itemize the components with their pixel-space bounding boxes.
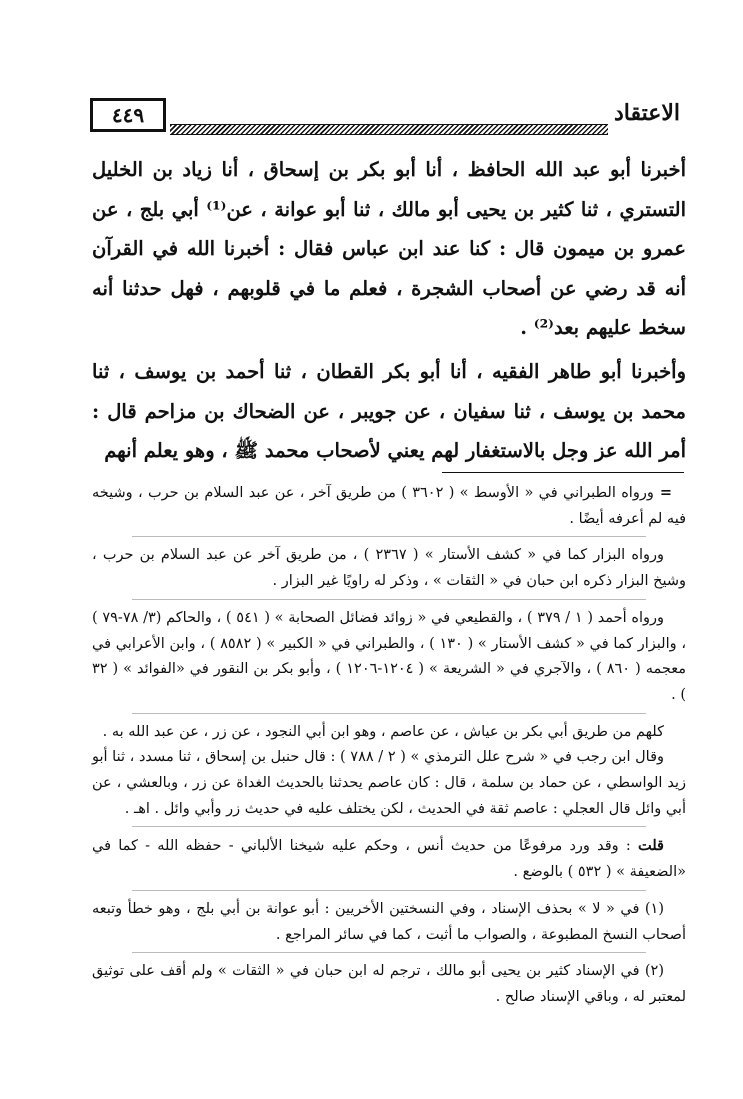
header-decorative-rule: [170, 124, 608, 135]
footnote-paragraph: ورواه البزار كما في « كشف الأستار » ( ٢٣٦٧ ) ، من طريق آخر عن عبد السلام بن حرب ، وشيخ البزار ذكره ابن حبان في « الثقات » ، وذكر له راويًا غير البزار .: [92, 547, 686, 590]
footnote-divider: [442, 472, 684, 473]
footnote-bold-word: قلت: [638, 837, 664, 855]
continuation-mark: =: [659, 484, 672, 501]
footnote-paragraph-note: [92, 833, 686, 885]
footnote-separator: [132, 599, 646, 600]
footnote-paragraph: كلهم من طريق أبي بكر بن عياش ، عن عاصم ، وهو ابن أبي النجود ، عن زر ، عن عبد الله به .: [102, 723, 664, 740]
running-title: الاعتقاد: [613, 100, 680, 126]
footnote-separator: [132, 952, 646, 953]
footnote-text: : وقد ورد مرفوعًا من حديث أنس ، وحكم عليه شيخنا الألباني - حفظه الله - كما في «الضعيفة » ( ٥٣٢ ) بالوضع .: [92, 838, 686, 881]
footnote-separator: [132, 536, 646, 537]
footnote-paragraph: وقال ابن رجب في « شرح علل الترمذي » ( ٢ / ٧٨٨ ) : قال حنبل بن إسحاق ، ثنا مسدد ، ثنا أبو زيد الواسطي ، عن حماد بن سلمة ، قال : كان عاصم يحدثنا بالحديث الغداة عن زر ، وبالعشي ، عن أبي وائل قال العجلي : عاصم ثقة في الحديث ، لكن يختلف عليه في حديث زر وأبي وائل . اهـ .: [92, 749, 686, 817]
footnotes-section: [92, 480, 686, 1011]
footnote-1: (١) في « لا » بحذف الإسناد ، وفي النسختين الأخريين : أبو عوانة بن أبي بلج ، وهو خطأ وتبعه أصحاب النسخ المطبوعة ، والصواب ما أثبت ، كما في سائر المراجع .: [92, 900, 686, 943]
footnote-separator: [132, 826, 646, 827]
footnote-2: (٢) في الإسناد كثير بن يحيى أبو مالك ، ترجم له ابن حبان في « الثقات » ولم أقف على توثيق لمعتبر له ، وباقي الإسناد صالح .: [92, 963, 686, 1005]
page-number-box: ٤٤٩: [90, 98, 166, 132]
body-paragraph-1: أخبرنا أبو عبد الله الحافظ ، أنا أبو بكر بن إسحاق ، أنا زياد بن الخليل التستري ، ثنا كثير بن يحيى أبو مالك ، ثنا أبو عوانة ، عن⁽¹⁾ أبي بلج ، عن عمرو بن ميمون قال : كنا عند ابن عباس فقال : أخبرنا الله في القرآن أنه قد رضي عن أصحاب الشجرة ، فعلم ما في قلوبهم ، فهل حدثنا أنه سخط عليهم بعد⁽²⁾ .: [92, 158, 686, 339]
footnote-continued-paragraph: [92, 480, 686, 532]
footnote-separator: [132, 890, 646, 891]
footnote-text: ورواه الطبراني في « الأوسط » ( ٣٦٠٢ ) من طريق آخر ، عن عبد السلام بن حرب ، وشيخه فيه لم أعرفه أيضًا .: [92, 485, 686, 527]
body-paragraph-2: وأخبرنا أبو طاهر الفقيه ، أنا أبو بكر القطان ، ثنا أحمد بن يوسف ، ثنا محمد بن يوسف ، ثنا سفيان ، عن جويبر ، عن الضحاك بن مزاحم قال : أمر الله عز وجل بالاستغفار لهم يعني لأصحاب محمد ﷺ ، وهو يعلم أنهم: [92, 360, 686, 462]
footnote-separator: [132, 713, 646, 714]
footnote-paragraph: ورواه أحمد ( ١ / ٣٧٩ ) ، والقطيعي في « زوائد فضائل الصحابة » ( ٥٤١ ) ، والحاكم (٣/ ٧٨-٧٩ ) ، والبزار كما في « كشف الأستار » ( ١٣٠ ) ، والطبراني في « الكبير » ( ٨٥٨٢ ) ، وابن الأعرابي في معجمه ( ٨٦٠ ) ، والآجري في « الشريعة » ( ١٢٠٤-١٢٠٦ ) ، وأبو بكر بن النقور في «الفوائد » ( ٣٢ ) .: [92, 609, 686, 703]
page-header: [88, 98, 680, 138]
